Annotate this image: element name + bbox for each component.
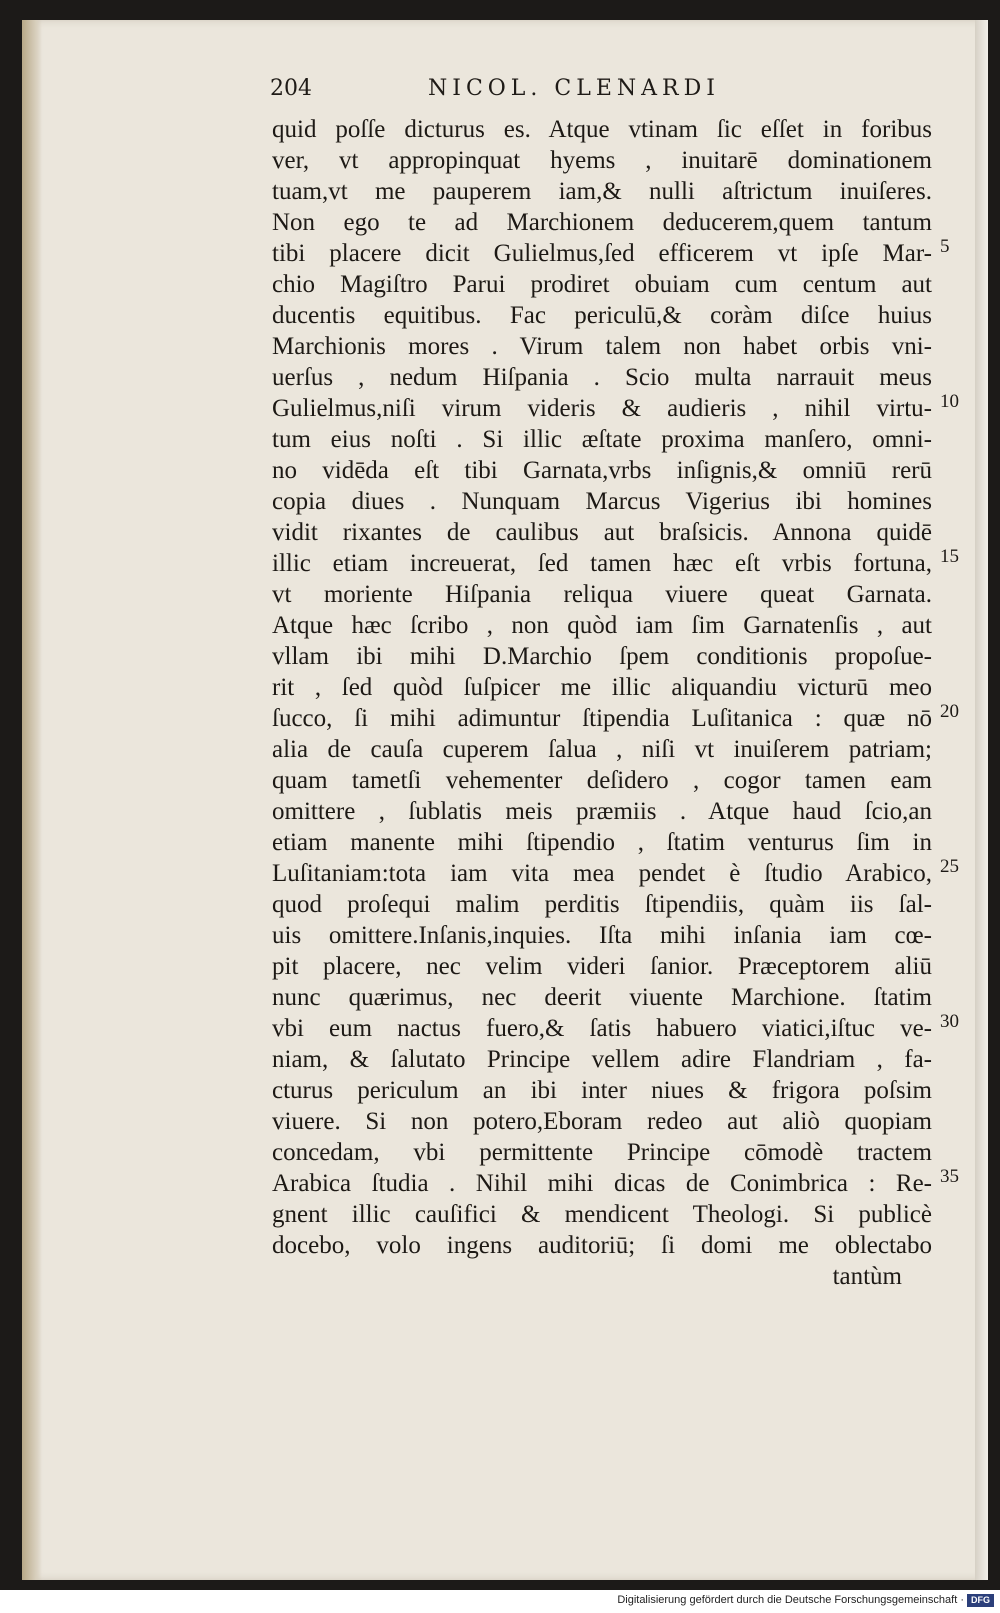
footer-bar [0,1592,1000,1613]
text-line: tuam,vt me pauperem iam,& nulli aſtrictum inuiſeres. [272,178,932,205]
text-line: vbi eum nactus fuero,& ſatis habuero viatici,iſtuc ve- [272,1015,932,1042]
text-line: nunc quærimus, nec deerit viuente Marchione. ſtatim [272,984,932,1011]
text-line: vt moriente Hiſpania reliqua viuere queat Garnata. [272,581,932,608]
text-line: alia de cauſa cuperem ſalua , niſi vt inuiſerem patriam; [272,736,932,763]
text-line: Marchionis mores . Virum talem non habet orbis vni- [272,333,932,360]
text-line: chio Magiſtro Parui prodiret obuiam cum centum aut [272,271,932,298]
page-gutter-shadow [22,20,42,1580]
text-line: gnent illic cauſifici & mendicent Theologi. Si publicè [272,1201,932,1228]
text-line: copia diues . Nunquam Marcus Vigerius ibi homines [272,488,932,515]
line-number-margin: 15 [940,546,959,567]
text-line: quod proſequi malim perditis ſtipendiis, quàm iis ſal- [272,891,932,918]
text-line: quam tametſi vehementer deſidero , cogor tamen eam [272,767,932,794]
catchword: tantùm [832,1263,902,1290]
text-line: no vidēda eſt tibi Garnata,vrbs inſignis,& omniū rerū [272,457,932,484]
running-title: NICOL. CLENARDI [428,76,720,101]
line-number-margin: 5 [940,236,950,257]
text-line: Atque hæc ſcribo , non quòd iam ſim Garnatenſis , aut [272,612,932,639]
text-line: omittere , ſublatis meis præmiis . Atque haud ſcio,an [272,798,932,825]
text-line: quid poſſe dicturus es. Atque vtinam ſic eſſet in foribus [272,116,932,143]
text-line: pit placere, nec velim videri ſanior. Præceptorem aliū [272,953,932,980]
text-line: Arabica ſtudia . Nihil mihi dicas de Conimbrica : Re- [272,1170,932,1197]
text-line: Luſitaniam:tota iam vita mea pendet è ſtudio Arabico, [272,860,932,887]
text-line: vllam ibi mihi D.Marchio ſpem conditionis propoſue- [272,643,932,670]
text-line: rit , ſed quòd ſuſpicer me illic aliquandiu victurū meo [272,674,932,701]
text-line: ſucco, ſi mihi adimuntur ſtipendia Luſitanica : quæ nō [272,705,932,732]
dfg-logo: DFG [967,1594,994,1607]
text-line: tibi placere dicit Gulielmus,ſed efficerem vt ipſe Mar- [272,240,932,267]
line-number-margin: 25 [940,856,959,877]
text-line: Non ego te ad Marchionem deducerem,quem tantum [272,209,932,236]
text-line: tum eius noſti . Si illic æſtate proxima manſero, omni- [272,426,932,453]
text-line: concedam, vbi permittente Principe cōmodè tractem [272,1139,932,1166]
line-number-margin: 10 [940,391,959,412]
text-line: illic etiam increuerat, ſed tamen hæc eſt vrbis fortuna, [272,550,932,577]
text-block [272,114,932,1292]
line-number-margin: 30 [940,1011,959,1032]
line-number-margin: 20 [940,701,959,722]
text-line: niam, & ſalutato Principe vellem adire Flandriam , fa- [272,1046,932,1073]
text-line: uerſus , nedum Hiſpania . Scio multa narrauit meus [272,364,932,391]
text-line: cturus periculum an ibi inter niues & frigora poſsim [272,1077,932,1104]
running-head [270,72,960,112]
text-line: etiam manente mihi ſtipendio , ſtatim venturus ſim in [272,829,932,856]
page-fore-edge [975,20,988,1580]
text-line: ver, vt appropinquat hyems , inuitarē dominationem [272,147,932,174]
text-line: vidit rixantes de caulibus aut braſsicis. Annona quidē [272,519,932,546]
page-number: 204 [270,76,312,101]
text-line: docebo, volo ingens auditoriū; ſi domi me oblectabo [272,1232,932,1259]
text-line: uis omittere.Inſanis,inquies. Iſta mihi inſania iam cœ- [272,922,932,949]
text-line: Gulielmus,niſi virum videris & audieris , nihil virtu- [272,395,932,422]
text-line: ducentis equitibus. Fac periculū,& coràm diſce huius [272,302,932,329]
line-number-margin: 35 [940,1166,959,1187]
text-line: viuere. Si non potero,Eboram redeo aut aliò quopiam [272,1108,932,1135]
funding-credit: Digitalisierung gefördert durch die Deutsche Forschungsgemeinschaft · [617,1594,964,1606]
